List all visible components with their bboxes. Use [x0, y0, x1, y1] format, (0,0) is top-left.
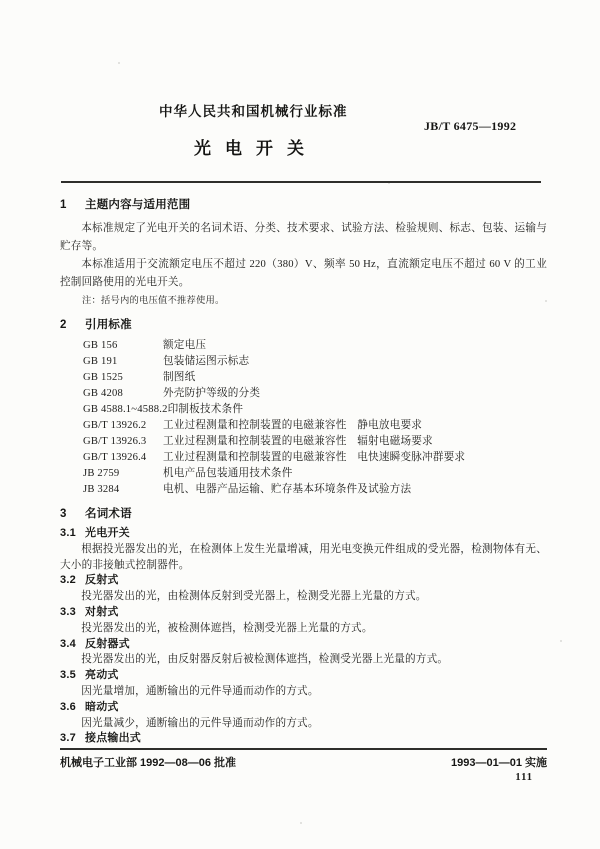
approval-text: 机械电子工业部 1992—08—06 批准 — [60, 757, 237, 769]
reference-row — [83, 466, 547, 482]
footer-rule — [60, 748, 547, 750]
term-item — [60, 526, 547, 573]
reference-title: 机电产品包装通用技术条件 — [163, 468, 293, 479]
reference-code: JB 3284 — [83, 484, 120, 495]
term-name: 接点输出式 — [85, 732, 141, 745]
page-number: 111 — [515, 772, 533, 783]
reference-row — [83, 434, 547, 450]
section-1-number: 1 — [60, 199, 67, 211]
standard-code: JB/T 6475—1992 — [424, 119, 517, 133]
term-name: 对射式 — [85, 605, 119, 618]
term-number: 3.4 — [60, 637, 76, 650]
term-name: 光电开关 — [85, 527, 130, 539]
term-item — [60, 637, 547, 669]
term-heading — [60, 668, 547, 684]
reference-title: 工业过程测量和控制装置的电磁兼容性 静电放电要求 — [163, 420, 423, 431]
scope-paragraph-1: 本标准规定了光电开关的名词术语、分类、技术要求、试验方法、检验规则、标志、包装、运输与贮存等。 — [60, 223, 547, 252]
term-number: 3.6 — [60, 700, 76, 713]
reference-title: 工业过程测量和控制装置的电磁兼容性 辐射电磁场要求 — [163, 436, 433, 447]
term-name: 暗动式 — [85, 700, 119, 713]
reference-code: GB 4208 — [83, 388, 123, 399]
term-number: 3.3 — [60, 605, 76, 618]
terms-list — [60, 526, 547, 747]
term-heading — [60, 573, 547, 589]
header-rule — [61, 181, 541, 183]
reference-title: 电机、电器产品运输、贮存基本环境条件及试验方法 — [163, 484, 412, 495]
reference-row — [83, 338, 547, 354]
reference-row — [83, 370, 547, 386]
reference-row — [83, 354, 547, 370]
references-list — [60, 338, 547, 498]
term-definition: 投光器发出的光，由反射器反射后被检测体遮挡，检测受光器上光量的方式。 — [81, 654, 449, 666]
reference-code: GB 4588.1~4588.2 — [83, 404, 168, 415]
term-heading — [60, 605, 547, 621]
term-heading — [60, 637, 547, 653]
section-3-heading — [60, 506, 547, 522]
term-definition: 根据投光器发出的光，在检测体上发生光量增减，用光电变换元件组成的受光器，检测物体有无、大小的非接触式控制器件。 — [60, 543, 547, 571]
term-definition: 因光量减少，通断输出的元件导通而动作的方式。 — [81, 717, 319, 729]
section-3-title: 名词术语 — [85, 508, 132, 520]
section-2-title: 引用标准 — [85, 319, 132, 331]
term-number: 3.2 — [60, 574, 76, 587]
term-name: 反射器式 — [85, 637, 130, 650]
section-2-heading — [60, 317, 547, 333]
footer — [60, 754, 547, 770]
reference-title: 印制板技术条件 — [167, 404, 244, 415]
term-number: 3.1 — [60, 527, 76, 539]
document-title: 光电开关 — [194, 139, 318, 158]
reference-title: 工业过程测量和控制装置的电磁兼容性 电快速瞬变脉冲群要求 — [163, 452, 466, 463]
term-name: 反射式 — [85, 574, 119, 587]
section-2-number: 2 — [60, 319, 67, 331]
reference-title: 制图纸 — [163, 372, 196, 383]
reference-code: GB 156 — [83, 340, 118, 351]
reference-code: GB/T 13926.4 — [83, 452, 147, 463]
reference-row — [83, 386, 547, 402]
reference-code: JB 2759 — [83, 468, 120, 479]
section-3-number: 3 — [60, 508, 67, 520]
scope-paragraph-2: 本标准适用于交流额定电压不超过 220（380）V、频率 50 Hz，直流额定电压不超过 60 V 的工业控制回路使用的光电开关。 — [60, 259, 547, 288]
reference-row — [83, 418, 547, 434]
reference-code: GB/T 13926.2 — [83, 420, 147, 431]
term-number: 3.7 — [60, 732, 76, 745]
term-item — [60, 668, 547, 700]
term-heading — [60, 731, 547, 747]
document-body — [60, 192, 547, 747]
scan-speckle — [560, 640, 562, 642]
scan-speckle — [300, 822, 302, 824]
note-text: 注：括号内的电压值不推荐使用。 — [82, 296, 225, 306]
reference-title: 包装储运图示标志 — [163, 356, 250, 367]
reference-title: 额定电压 — [163, 340, 207, 351]
implementation-text: 1993—01—01 实施 — [451, 757, 547, 769]
term-item — [60, 573, 547, 605]
section-1-heading — [60, 197, 547, 213]
reference-row — [83, 482, 547, 498]
term-definition: 投光器发出的光，被检测体遮挡，检测受光器上光量的方式。 — [81, 622, 373, 634]
term-name: 亮动式 — [85, 669, 119, 682]
section-1-title: 主题内容与适用范围 — [85, 199, 191, 211]
term-heading — [60, 700, 547, 716]
reference-code: GB 191 — [83, 356, 118, 367]
term-item — [60, 605, 547, 637]
term-item — [60, 731, 547, 747]
term-number: 3.5 — [60, 669, 76, 682]
reference-code: GB/T 13926.3 — [83, 436, 147, 447]
term-definition: 投光器发出的光，由检测体反射到受光器上，检测受光器上光量的方式。 — [81, 591, 427, 603]
standard-org-title: 中华人民共和国机械行业标准 — [159, 104, 348, 119]
scan-speckle — [118, 62, 120, 64]
reference-title: 外壳防护等级的分类 — [163, 388, 261, 399]
term-item — [60, 700, 547, 732]
term-definition: 因光量增加，通断输出的元件导通而动作的方式。 — [81, 685, 319, 697]
reference-row — [83, 402, 547, 418]
reference-code: GB 1525 — [83, 372, 123, 383]
term-heading — [60, 526, 547, 542]
reference-row — [83, 450, 547, 466]
